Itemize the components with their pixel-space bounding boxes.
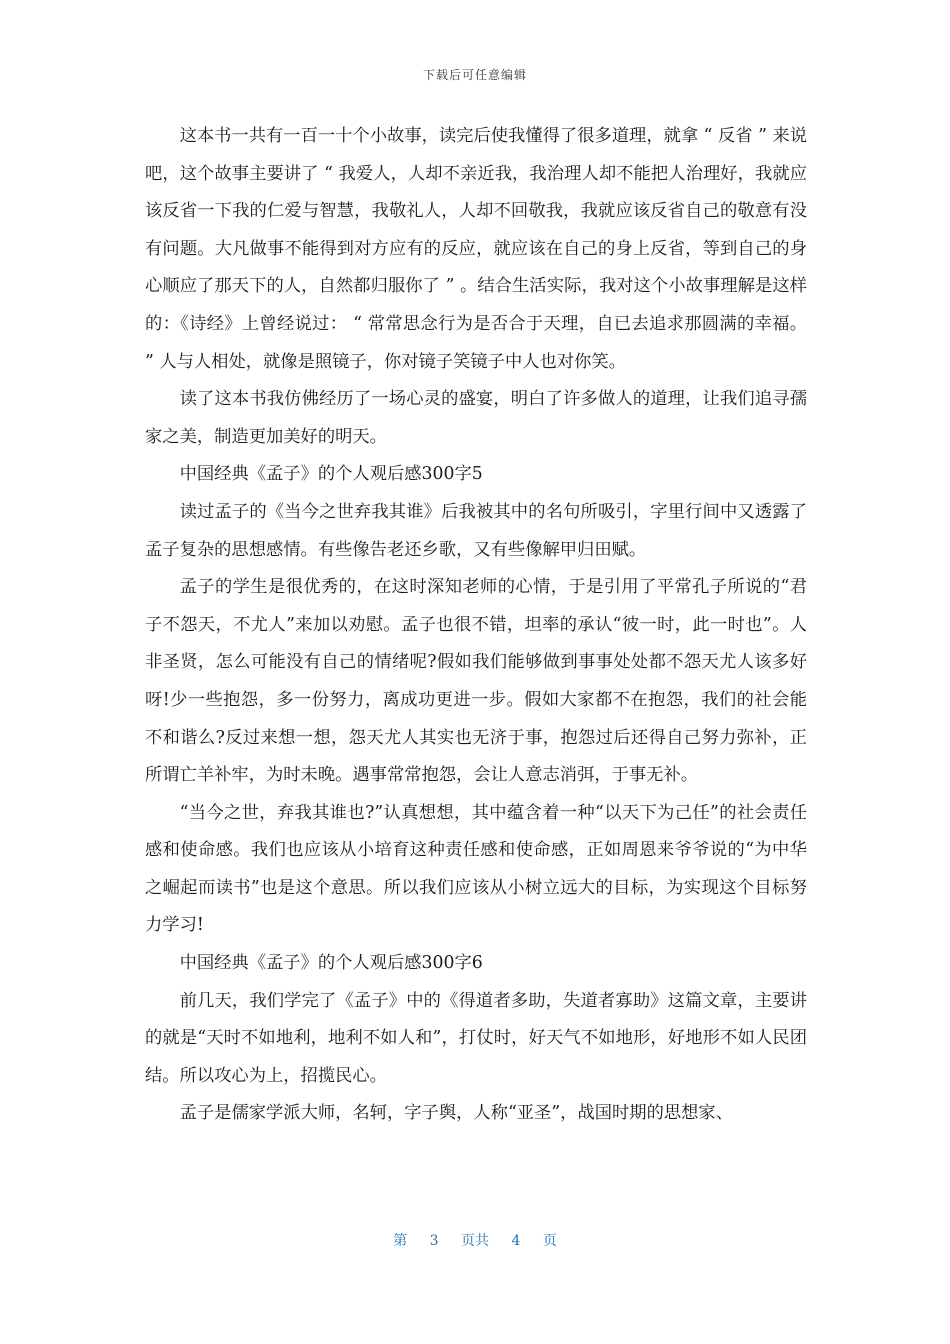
footer-middle: 页共 — [461, 1233, 489, 1249]
paragraph: 孟子的学生是很优秀的，在这时深知老师的心情，于是引用了平常孔子所说的“君子不怨天，不尤人”来加以劝慰。孟子也很不错，坦率的承认“彼一时，此一时也”。人非圣贤，怎么可能没有自己的情绪呢?假如我们能够做到事事处处都不怨天尤人该多好呀!少一些抱怨，多一份努力，离成功更进一步。假如大家都不在抱怨，我们的社会能不和谐么?反过来想一想，怨天尤人其实也无济于事，抱怨过后还得自己努力弥补，正所谓亡羊补牢，为时未晚。遇事常常抱怨，会让人意志消弭，于事无补。 — [145, 577, 807, 786]
section-heading: 中国经典《孟子》的个人观后感300字6 — [179, 953, 483, 974]
section-heading: 中国经典《孟子》的个人观后感300字5 — [179, 464, 483, 485]
paragraph: 前几天，我们学完了《孟子》中的《得道者多助，失道者寡助》这篇文章，主要讲的就是“天时不如地利，地利不如人和”，打仗时，好天气不如地形，好地形不如人民团结。所以攻心为上，招揽民心。 — [145, 990, 807, 1086]
total-pages-number: 4 — [511, 1233, 521, 1249]
page-footer — [0, 1230, 950, 1250]
paragraph: 读过孟子的《当今之世弃我其谁》后我被其中的名句所吸引，字里行间中又透露了孟子复杂的思想感情。有些像告老还乡歌，又有些像解甲归田赋。 — [145, 501, 807, 560]
paragraph: 孟子是儒家学派大师，名轲，字子舆，人称“亚圣”，战国时期的思想家、 — [179, 1103, 733, 1124]
paragraph: “当今之世，弃我其谁也?”认真想想，其中蕴含着一种“以天下为己任”的社会责任感和使命感。我们也应该从小培育这种责任感和使命感，正如周恩来爷爷说的“为中华之崛起而读书”也是这个意思。所以我们应该从小树立远大的目标，为实现这个目标努力学习! — [145, 802, 807, 936]
paragraph: 这本书一共有一百一十个小故事，读完后使我懂得了很多道理，就拿 “ 反省 ” 来说吧，这个故事主要讲了 “ 我爱人，人却不亲近我，我治理人却不能把人治理好，我就应该反省一下我的仁爱与智慧，我敬礼人，人却不回敬我，我就应该反省自己的敬意有没有问题。大凡做事不能得到对方应有的反应，就应该在自己的身上反省，等到自己的身心顺应了那天下的人，自然都归服你了 ” 。结合生活实际，我对这个小故事理解是这样的：《诗经》上曾经说过： “ 常常思念行为是否合于天理，自已去追求那圆满的幸福。 ” 人与人相处，就像是照镜子，你对镜子笑镜子中人也对你笑。 — [145, 126, 807, 372]
document-body — [145, 118, 807, 1133]
header-text: 下载后可任意编辑 — [422, 68, 527, 82]
footer-prefix: 第 — [393, 1233, 408, 1249]
paragraph: 读了这本书我仿佛经历了一场心灵的盛宴，明白了许多做人的道理，让我们追寻孺家之美，制造更加美好的明天。 — [145, 389, 807, 447]
current-page-number: 3 — [429, 1233, 439, 1249]
footer-suffix: 页 — [542, 1233, 557, 1249]
page-header — [0, 66, 950, 83]
